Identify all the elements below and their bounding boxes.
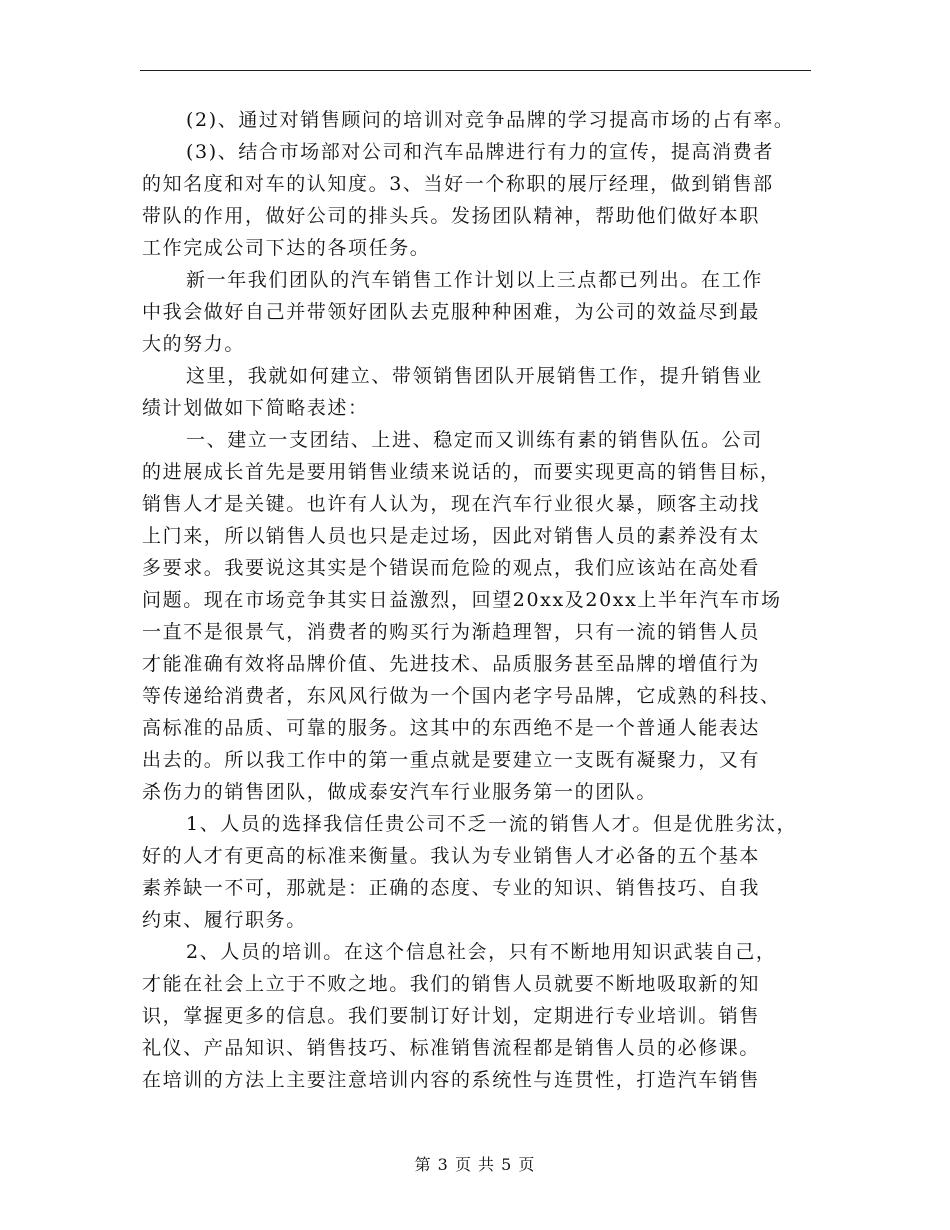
paragraph-line: 带队的作用，做好公司的排头兵。发扬团队精神，帮助他们做好本职 xyxy=(142,205,761,227)
paragraph-line: 礼仪、产品知识、销售技巧、标准销售流程都是销售人员的必修课。 xyxy=(142,1037,761,1059)
paragraph-line: 工作完成公司下达的各项任务。 xyxy=(142,237,431,259)
paragraph-line: 多要求。我要说这其实是个错误而危险的观点，我们应该站在高处看 xyxy=(142,557,761,579)
paragraph-line: 2、人员的培训。在这个信息社会，只有不断地用知识武装自己， xyxy=(186,941,777,963)
paragraph-line: 销售人才是关键。也许有人认为，现在汽车行业很火暴，顾客主动找 xyxy=(142,493,761,515)
paragraph-line: 问题。现在市场竞争其实日益激烈，回望20xx及20xx上半年汽车市场 xyxy=(142,589,782,611)
paragraph-line: 才能在社会上立于不败之地。我们的销售人员就要不断地吸取新的知 xyxy=(142,973,761,995)
paragraph-line: 的知名度和对车的认知度。3、当好一个称职的展厅经理，做到销售部 xyxy=(142,173,774,195)
document-body xyxy=(142,104,822,1096)
paragraph-line: 大的努力。 xyxy=(142,333,246,355)
paragraph-line: 一、建立一支团结、上进、稳定而又训练有素的销售队伍。公司 xyxy=(186,429,763,451)
paragraph-line: 上门来，所以销售人员也只是走过场，因此对销售人员的素养没有太 xyxy=(142,525,761,547)
paragraph-line: 素养缺一不可，那就是：正确的态度、专业的知识、销售技巧、自我 xyxy=(142,877,761,899)
paragraph-line: 等传递给消费者，东风风行做为一个国内老字号品牌，它成熟的科技、 xyxy=(142,685,781,707)
paragraph-line: 1、人员的选择我信任贵公司不乏一流的销售人才。但是优胜劣汰， xyxy=(186,813,798,835)
paragraph-line: 的进展成长首先是要用销售业绩来说话的，而要实现更高的销售目标， xyxy=(142,461,781,483)
paragraph-line: 一直不是很景气，消费者的购买行为渐趋理智，只有一流的销售人员 xyxy=(142,621,761,643)
paragraph-line: 才能准确有效将品牌价值、先进技术、品质服务甚至品牌的增值行为 xyxy=(142,653,761,675)
paragraph-line: 中我会做好自己并带领好团队去克服种种困难，为公司的效益尽到最 xyxy=(142,301,761,323)
paragraph-line: 好的人才有更高的标准来衡量。我认为专业销售人才必备的五个基本 xyxy=(142,845,761,867)
paragraph-line: (3)、结合市场部对公司和汽车品牌进行有力的宣传，提高消费者 xyxy=(186,141,774,163)
paragraph-line: 杀伤力的销售团队，做成泰安汽车行业服务第一的团队。 xyxy=(142,781,658,803)
paragraph-line: (2)、通过对销售顾问的培训对竞争品牌的学习提高市场的占有率。 xyxy=(186,109,795,131)
paragraph-line: 识，掌握更多的信息。我们要制订好计划，定期进行专业培训。销售 xyxy=(142,1005,761,1027)
paragraph-line: 约束、履行职务。 xyxy=(142,909,307,931)
page-number: 第 3 页 共 5 页 xyxy=(414,1155,536,1174)
paragraph-line: 绩计划做如下简略表述： xyxy=(142,397,369,419)
paragraph-line: 这里，我就如何建立、带领销售团队开展销售工作，提升销售业 xyxy=(186,365,763,387)
paragraph-line: 新一年我们团队的汽车销售工作计划以上三点都已列出。在工作 xyxy=(186,269,763,291)
paragraph-line: 在培训的方法上主要注意培训内容的系统性与连贯性，打造汽车销售 xyxy=(142,1069,761,1091)
header-rule xyxy=(140,70,811,71)
paragraph-line: 高标准的品质、可靠的服务。这其中的东西绝不是一个普通人能表达 xyxy=(142,717,761,739)
paragraph-line: 出去的。所以我工作中的第一重点就是要建立一支既有凝聚力，又有 xyxy=(142,749,761,771)
